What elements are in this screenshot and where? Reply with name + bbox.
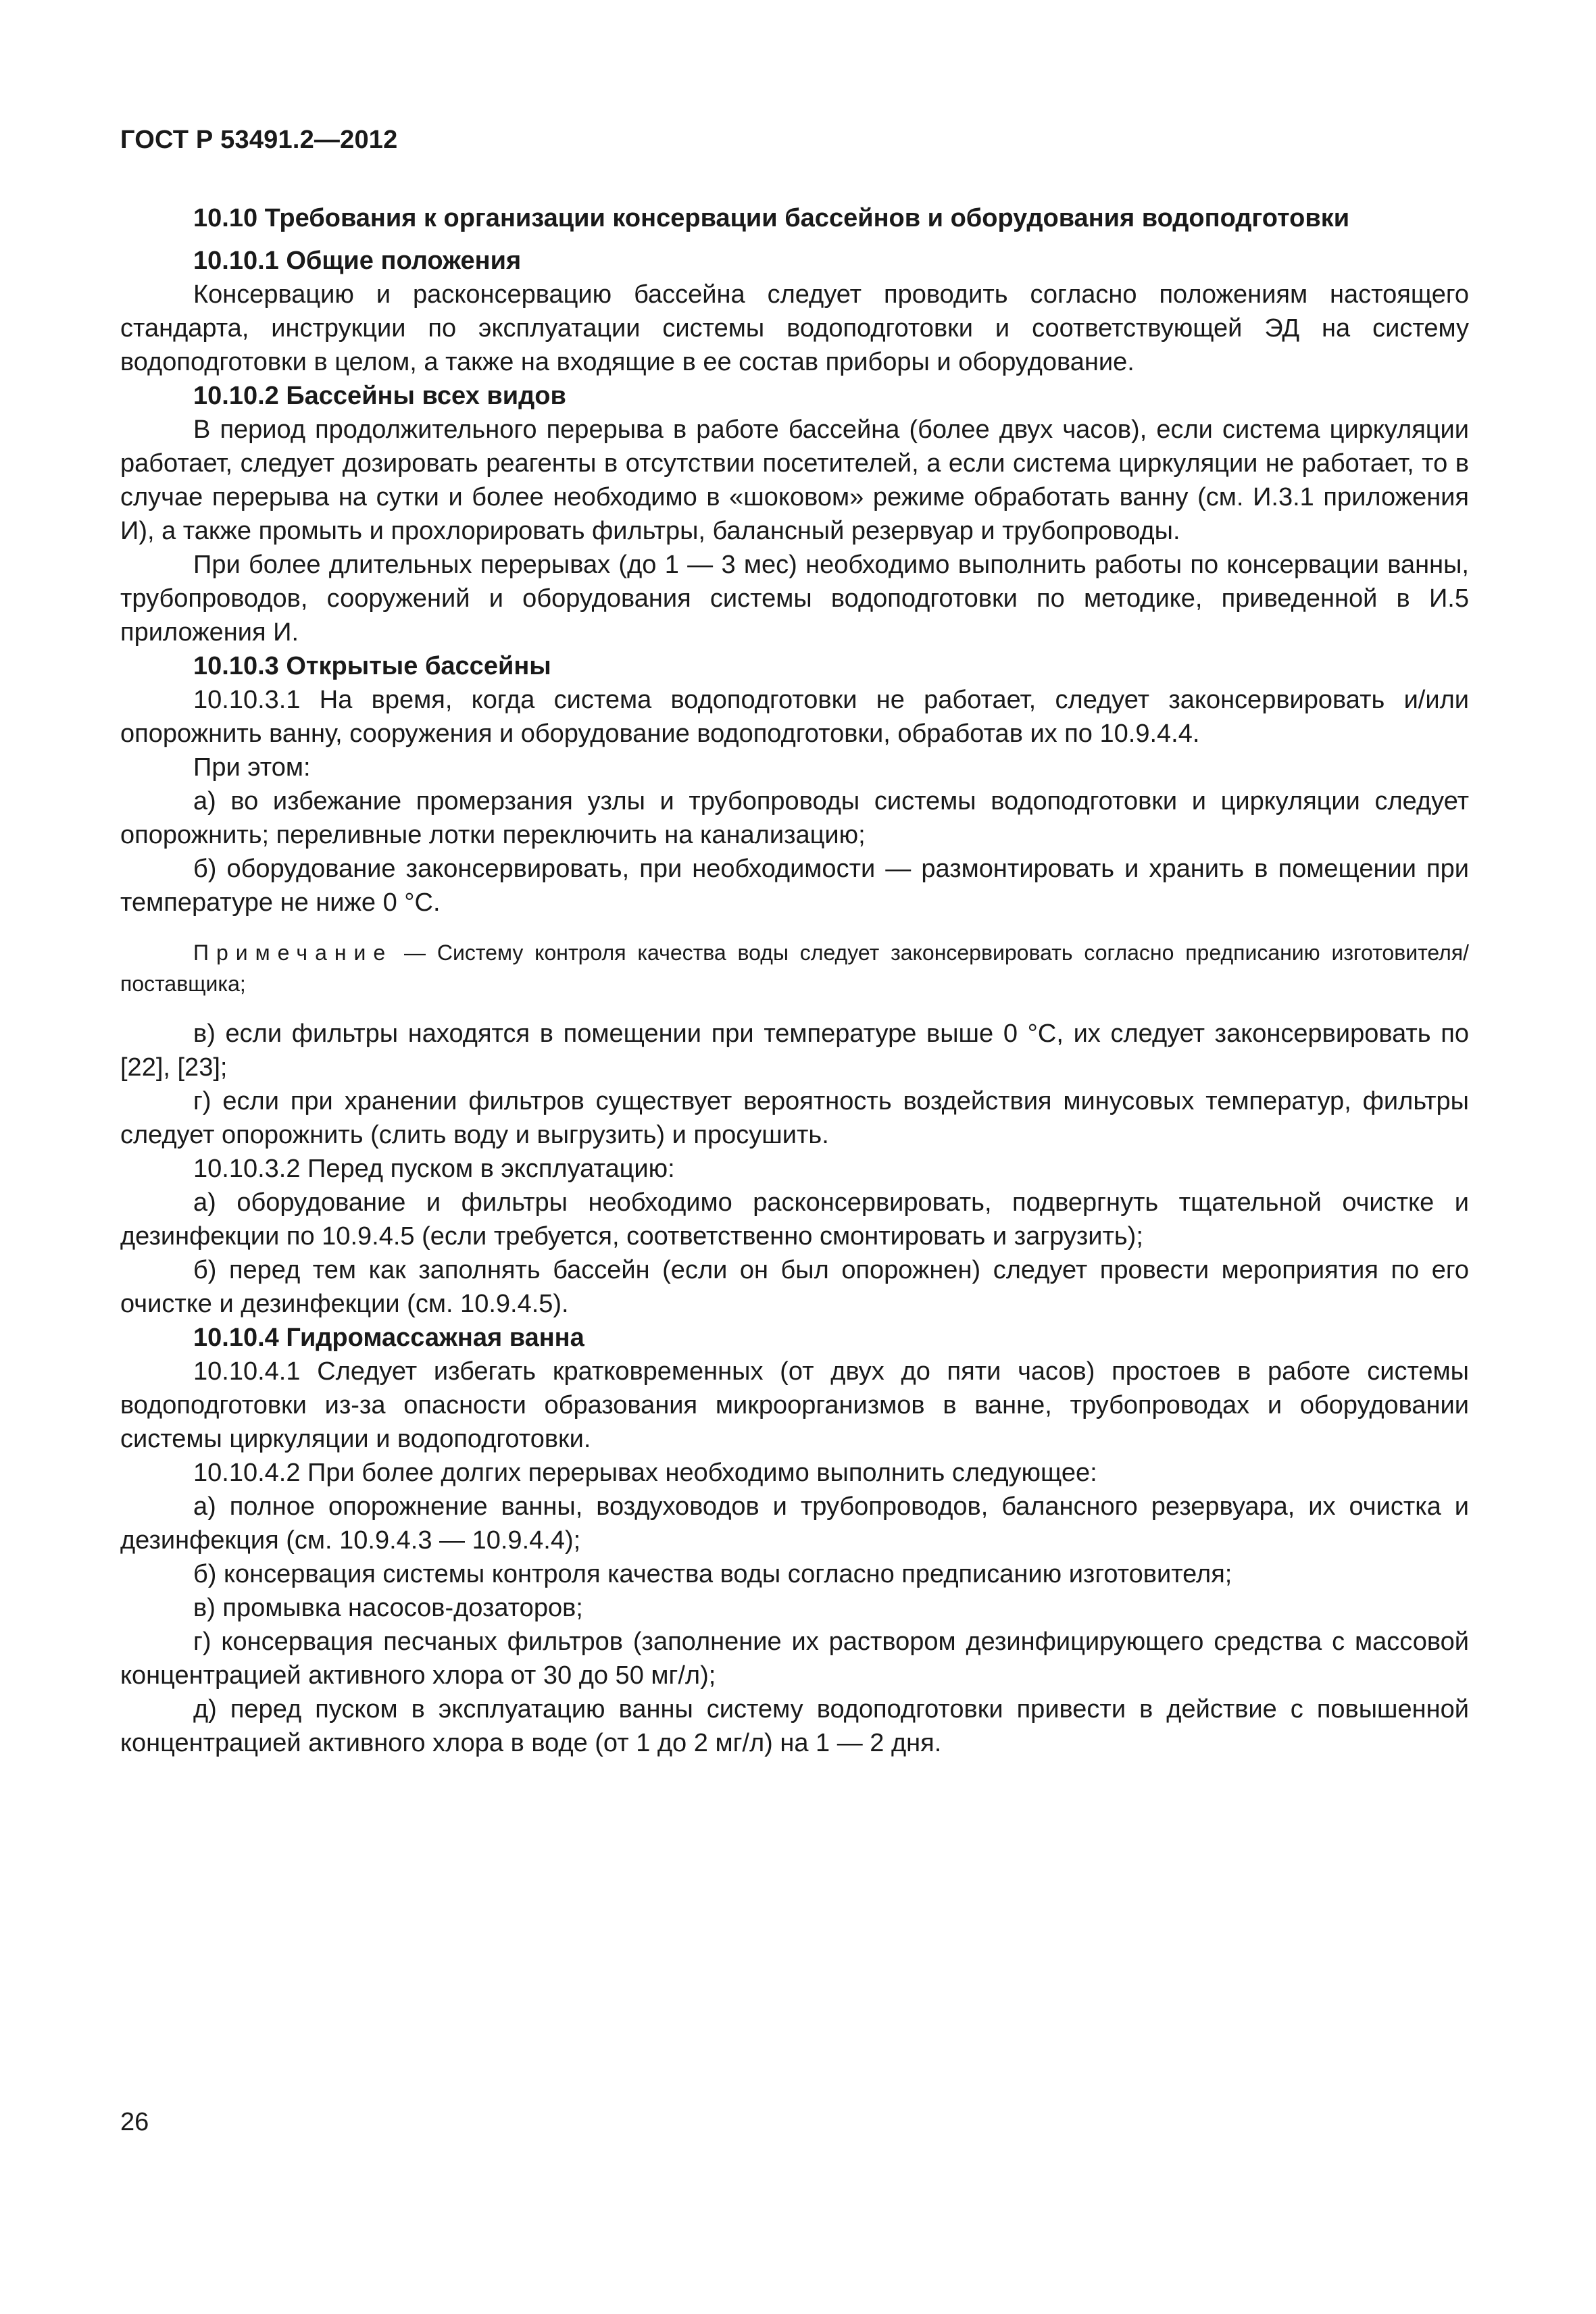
note-text: — Систему контроля качества воды следует законсервировать согласно предписанию изготовителя/поставщика;: [120, 940, 1469, 996]
subsection-heading-open-pools: 10.10.3 Открытые бассейны: [193, 652, 551, 680]
document-header-id: ГОСТ Р 53491.2—2012: [120, 126, 398, 154]
paragraph: 10.10.4.1 Следует избегать кратковременных (от двух до пяти часов) простоев в работе системы водоподготовки из-за опасности образования микроорганизмов в ванне, трубопроводах и оборудовании системы циркуляции и водоподготовки.: [120, 1357, 1469, 1453]
paragraph: 10.10.4.2 При более долгих перерывах необходимо выполнить следующее:: [193, 1459, 1097, 1487]
document-body: [120, 201, 1469, 1760]
note: [120, 937, 1469, 999]
paragraph: В период продолжительного перерыва в работе бассейна (более двух часов), если система циркуляции работает, следует дозировать реагенты в отсутствии посетителей, а если система циркуляции не работает, то в случае перерыва на сутки и более необходимо в «шоковом» режиме обработать ванну (см. И.3.1 приложения И), а также промыть и прохлорировать фильтры, балансный резервуар и трубопроводы.: [120, 416, 1469, 545]
list-item: а) полное опорожнение ванны, воздуховодов и трубопроводов, балансного резервуара, их очистка и дезинфекция (см. 10.9.4.3 — 10.9.4.4);: [120, 1492, 1469, 1555]
list-item: г) консервация песчаных фильтров (заполнение их раствором дезинфицирующего средства с массовой концентрацией активного хлора от 30 до 50 мг/л);: [120, 1628, 1469, 1690]
paragraph: При этом:: [193, 753, 311, 782]
list-item: а) оборудование и фильтры необходимо расконсервировать, подвергнуть тщательной очистке и дезинфекции по 10.9.4.5 (если требуется, соответственно смонтировать и загрузить);: [120, 1188, 1469, 1251]
list-item: г) если при хранении фильтров существует вероятность воздействия минусовых температур, фильтры следует опорожнить (слить воду и выгрузить) и просушить.: [120, 1087, 1469, 1149]
list-item: б) консервация системы контроля качества воды согласно предписанию изготовителя;: [193, 1560, 1232, 1588]
paragraph: 10.10.3.2 Перед пуском в эксплуатацию:: [193, 1155, 675, 1183]
paragraph: При более длительных перерывах (до 1 — 3 мес) необходимо выполнить работы по консервации ванны, трубопроводов, сооружений и оборудования системы водоподготовки по методике, приведенной в И.5 приложения И.: [120, 551, 1469, 647]
list-item: б) оборудование законсервировать, при необходимости — размонтировать и хранить в помещении при температуре не ниже 0 °С.: [120, 855, 1469, 917]
subsection-heading-all-pools: 10.10.2 Бассейны всех видов: [193, 382, 566, 410]
list-item: б) перед тем как заполнять бассейн (если он был опорожнен) следует провести мероприятия по его очистке и дезинфекции (см. 10.9.4.5).: [120, 1256, 1469, 1318]
paragraph: 10.10.3.1 На время, когда система водоподготовки не работает, следует законсервировать и/или опорожнить ванну, сооружения и оборудование водоподготовки, обработав их по 10.9.4.4.: [120, 686, 1469, 748]
page-number: 26: [120, 2108, 149, 2136]
list-item: в) промывка насосов-дозаторов;: [193, 1594, 583, 1622]
subsection-heading-general: 10.10.1 Общие положения: [193, 247, 522, 275]
list-item: а) во избежание промерзания узлы и трубопроводы системы водоподготовки и циркуляции следует опорожнить; переливные лотки переключить на канализацию;: [120, 787, 1469, 849]
list-item: в) если фильтры находятся в помещении при температуре выше 0 °С, их следует законсервировать по [22], [23];: [120, 1020, 1469, 1082]
list-item: д) перед пуском в эксплуатацию ванны систему водоподготовки привести в действие с повышенной концентрацией активного хлора в воде (от 1 до 2 мг/л) на 1 — 2 дня.: [120, 1695, 1469, 1757]
note-label: Примечание: [193, 940, 393, 965]
subsection-heading-whirlpool: 10.10.4 Гидромассажная ванна: [193, 1324, 584, 1352]
paragraph: Консервацию и расконсервацию бассейна следует проводить согласно положениям настоящего стандарта, инструкции по эксплуатации системы водоподготовки и соответствующей ЭД на систему водоподготовки в целом, а также на входящие в ее состав приборы и оборудование.: [120, 280, 1469, 376]
section-title: 10.10 Требования к организации консервации бассейнов и оборудования водоподготовки: [193, 204, 1350, 232]
